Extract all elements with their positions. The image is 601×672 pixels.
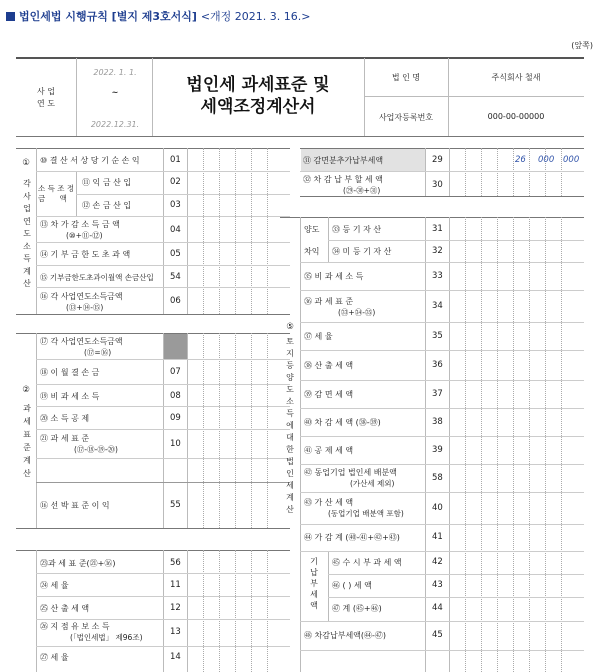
code-56: 56: [170, 558, 181, 568]
biz-no-value[interactable]: 000-00-00000: [487, 112, 545, 121]
code-02: 02: [170, 177, 181, 187]
value-29-part2[interactable]: 000: [538, 155, 555, 165]
row-additional-tax-label: ㊸ 가 산 세 액: [304, 498, 354, 507]
biz-no-label: 사업자등록번호: [378, 113, 434, 122]
row-carryover-loss-label: ⑱ 이 월 결 손 금: [40, 368, 100, 377]
code-54: 54: [170, 272, 181, 282]
row-partnership-allocation-label: ㊷ 동업기업 법인세 배분액: [304, 468, 397, 477]
code-08: 08: [170, 391, 181, 401]
row-donation-carryover-label: ⑮ 기부금한도초과이월액 손금산입: [40, 273, 154, 282]
code-11: 11: [170, 580, 181, 590]
row-ship-standard-profit-label: ⑯ 선 박 표 준 이 익: [40, 501, 110, 510]
corp-name-value[interactable]: 주식회사 철새: [491, 73, 541, 82]
row-other-tax-label: ㊻ ( ) 세 액: [332, 581, 372, 590]
header-top-border: [16, 57, 584, 59]
shaded-cell: [164, 334, 187, 359]
row-s3-tax-rate-label: ㉔ 세 율: [40, 581, 69, 590]
section2-number: ②: [22, 385, 30, 395]
square-bullet-icon: [6, 12, 15, 21]
row-s5-tax-base-label: ㊱ 과 세 표 준: [304, 297, 354, 306]
transfer-gain-group-2: 차익: [304, 247, 320, 256]
row-s3-tax-base-label: ㉓과 세 표 준(㉑+⑯): [40, 559, 116, 568]
row-registered-asset-label: ㉝ 등 기 자 산: [332, 225, 382, 234]
section1-label: 각 사업연도 소득계산: [23, 179, 31, 288]
code-29: 29: [432, 155, 443, 165]
code-01: 01: [170, 155, 181, 165]
row-branch-reserved-income-label: ㉖ 지 점 유 보 소 득: [40, 622, 110, 631]
code-58: 58: [432, 473, 443, 483]
row-net-payment-label: ㊽ 차감납부세액(㊹-㊼): [304, 631, 387, 640]
header-bottom-border: [16, 136, 584, 137]
code-03: 03: [170, 200, 181, 210]
row-total-adjust-label: ㊹ 가 감 계 (㊵-㊶+㊷+㊸): [304, 533, 400, 542]
code-14: 14: [170, 652, 181, 662]
form-title-line1: 법인세 과세표준 및: [186, 75, 330, 95]
code-06: 06: [170, 296, 181, 306]
income-adjustment-group: 소 득 조 정 금 액: [38, 184, 75, 203]
code-45: 45: [432, 630, 443, 640]
fiscal-year-label: 사 업 연 도: [37, 87, 55, 108]
row-s5-net-tax-label: ㊵ 차 감 세 액 (㊳-㊴): [304, 418, 381, 427]
section5-number: ⑤: [286, 322, 294, 332]
code-44: 44: [432, 603, 443, 613]
row-s3-calculated-tax-label: ㉕ 산 출 세 액: [40, 604, 90, 613]
code-13: 13: [170, 627, 181, 637]
row-s5-calculated-tax-label: ㊳ 산 출 세 액: [304, 361, 354, 370]
row-s5-reduced-tax-label: ㊴ 감 면 세 액: [304, 390, 354, 399]
code-09: 09: [170, 413, 181, 423]
row-occasional-tax-label: ㊺ 수 시 부 과 세 액: [332, 558, 402, 567]
period-start: 2022. 1. 1.: [93, 68, 137, 77]
section5-label: 토지등양도소득에 대한 법인세 계산: [286, 337, 294, 514]
row-prepaid-sum-label: ㊼ 계 (㊺+㊻): [332, 604, 382, 613]
row-deduction-inclusion-label: ⑫ 손 금 산 입: [82, 201, 132, 210]
value-29-part3[interactable]: 000: [563, 155, 580, 165]
row-s3-tax-rate2-label: ㉗ 세 율: [40, 653, 69, 662]
form-title-line2: 세액조정계산서: [200, 97, 316, 117]
row-donation-excess-label: ⑭ 기 부 금 한 도 초 과 액: [40, 250, 131, 259]
row-income-deduction-label: ⑳ 소 득 공 제: [40, 414, 90, 423]
code-35: 35: [432, 331, 443, 341]
code-31: 31: [432, 224, 443, 234]
row-reduction-additional-tax-label: ㉛ 감면분추가납부세액: [303, 156, 384, 165]
row-s2-business-income-label: ⑰ 각 사업연도소득금액: [40, 337, 123, 346]
row-business-year-income-label: ⑯ 각 사업연도소득금액: [40, 292, 123, 301]
code-39: 39: [432, 445, 443, 455]
section2-label: 과세표준계산: [23, 404, 31, 478]
code-36: 36: [432, 360, 443, 370]
row-s5-nontaxable-label: ㉟ 비 과 세 소 득: [304, 272, 364, 281]
code-41: 41: [432, 532, 443, 542]
code-10: 10: [170, 439, 181, 449]
row-income-inclusion-label: ⑪ 익 금 산 입: [82, 178, 132, 187]
row-net-payable-tax-label: ㉜ 차 감 납 부 할 세 액: [303, 175, 383, 184]
code-38: 38: [432, 417, 443, 427]
row-tax-base-label: ㉑ 과 세 표 준: [40, 434, 90, 443]
row-s5-deduction-tax-label: ㊶ 공 제 세 액: [304, 446, 354, 455]
period-separator: ~: [111, 88, 119, 97]
row-adjusted-income-label: ⑬ 차 가 감 소 득 금 액: [40, 220, 120, 229]
corp-name-label: 법 인 명: [391, 73, 421, 82]
code-32: 32: [432, 246, 443, 256]
code-43: 43: [432, 580, 443, 590]
period-end: 2022.12.31.: [90, 120, 140, 129]
code-04: 04: [170, 225, 181, 235]
code-55: 55: [170, 500, 181, 510]
code-34: 34: [432, 301, 443, 311]
prepaid-tax-group: 기 납 부 세 액: [310, 557, 318, 610]
code-37: 37: [432, 389, 443, 399]
section1-number: ①: [22, 158, 30, 168]
value-29-part1[interactable]: 26: [515, 155, 526, 165]
code-05: 05: [170, 249, 181, 259]
page-tag: (앞쪽): [571, 41, 593, 50]
law-title: 법인세법 시행규칙 [별지 제3호서식] <개정 2021. 3. 16.>: [6, 8, 310, 24]
row-nontaxable-income-label: ⑲ 비 과 세 소 득: [40, 392, 100, 401]
row-unregistered-asset-label: ㉞ 미 등 기 자 산: [332, 247, 392, 256]
form-title: [152, 74, 364, 118]
code-30: 30: [432, 180, 443, 190]
code-12: 12: [170, 603, 181, 613]
code-07: 07: [170, 367, 181, 377]
code-40: 40: [432, 503, 443, 513]
row-net-income-label: ⑩ 결 산 서 상 당 기 순 손 익: [40, 156, 140, 165]
code-42: 42: [432, 557, 443, 567]
transfer-gain-group-1: 양도: [304, 225, 320, 234]
row-s5-tax-rate-label: ㊲ 세 율: [304, 332, 333, 341]
code-33: 33: [432, 271, 443, 281]
